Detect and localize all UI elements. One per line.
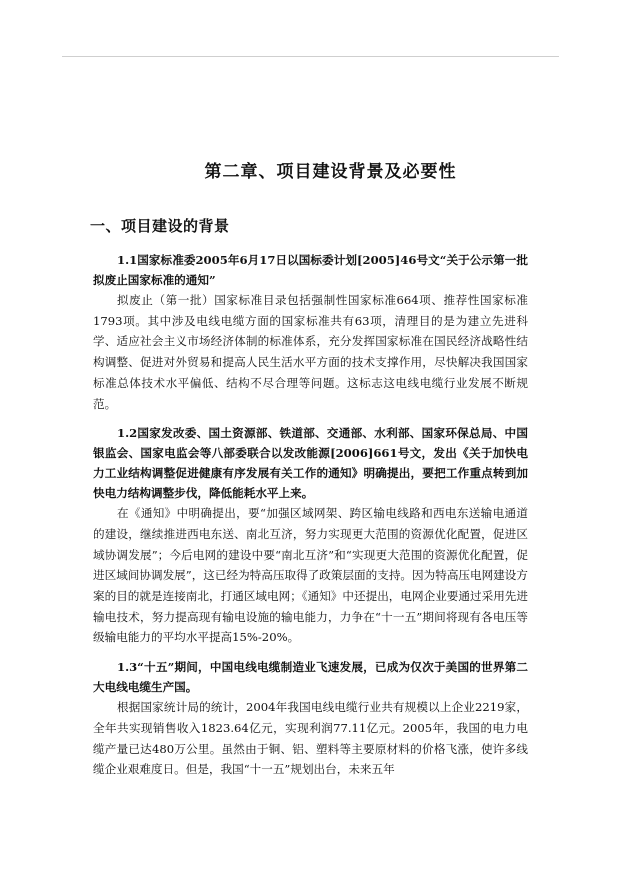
header-rule [62, 56, 559, 57]
item-heading-2: 1.2国家发改委、国土资源部、铁道部、交通部、水利部、国家环保总局、中国银监会、国家电监会等八部委联合以发改能源[2006]661号文，发出《关于加快电力工业结构调整促进健康有序发展有关工作的通知》明确提出，要把工作重点转到加快电力结构调整步伐，降低能耗水平上来。 [93, 426, 528, 501]
item-body-1: 拟废止（第一批）国家标准目录包括强制性国家标准664项、推荐性国家标准1793项。其中涉及电线电缆方面的国家标准共有63项，清理目的是为建立先进科学、适应社会主义市场经济体制的标准体系，充分发挥国家标准在国民经济战略性结构调整、促进对外贸易和提高人民生活水平方面的技术支撑作用，尽快解决我国国家标准总体技术水平偏低、结构不尽合理等问题。这标志这电线电缆行业发展不断规范。 [93, 293, 528, 411]
item-heading-1: 1.1国家标准委2005年6月17日以国标委计划[2005]46号文“关于公示第一批拟废止国家标准的通知” [93, 253, 528, 287]
section-title: 一、项目建设的背景 [90, 217, 230, 235]
item-body-3: 根据国家统计局的统计，2004年我国电线电缆行业共有规模以上企业2219家，全年共实现销售收入1823.64亿元，实现利润77.11亿元。2005年，我国的电力电缆产量已达480万公里。虽然由于铜、铝、塑料等主要原材料的价格飞涨，使许多线缆企业艰难度日。但是，我国“十一五”规划出台，未来五年 [93, 700, 528, 777]
page-content [90, 158, 528, 780]
chapter-title: 第二章、项目建设背景及必要性 [204, 162, 457, 182]
item-heading-3: 1.3“十五”期间，中国电线电缆制造业飞速发展，已成为仅次于美国的世界第二大电线电缆生产国。 [93, 660, 528, 695]
item-body-2: 在《通知》中明确提出，要“加强区域网架、跨区输电线路和西电东送输电通道的建设，继续推进西电东送、南北互济，努力实现更大范围的资源优化配置，促进区域协调发展”；今后电网的建设中要“南北互济”和“实现更大范围的资源优化配置，促进区域间协调发展”，这已经为特高压取得了政策层面的支持。因为特高压电网建设方案的目的就是连接南北，打通区域电网；《通知》中还提出，电网企业要通过采用先进输电技术，努力提高现有输电设施的输电能力，力争在“十一五”期间将现有各电压等级输电能力的平均水平提高15%-20%。 [93, 506, 528, 645]
